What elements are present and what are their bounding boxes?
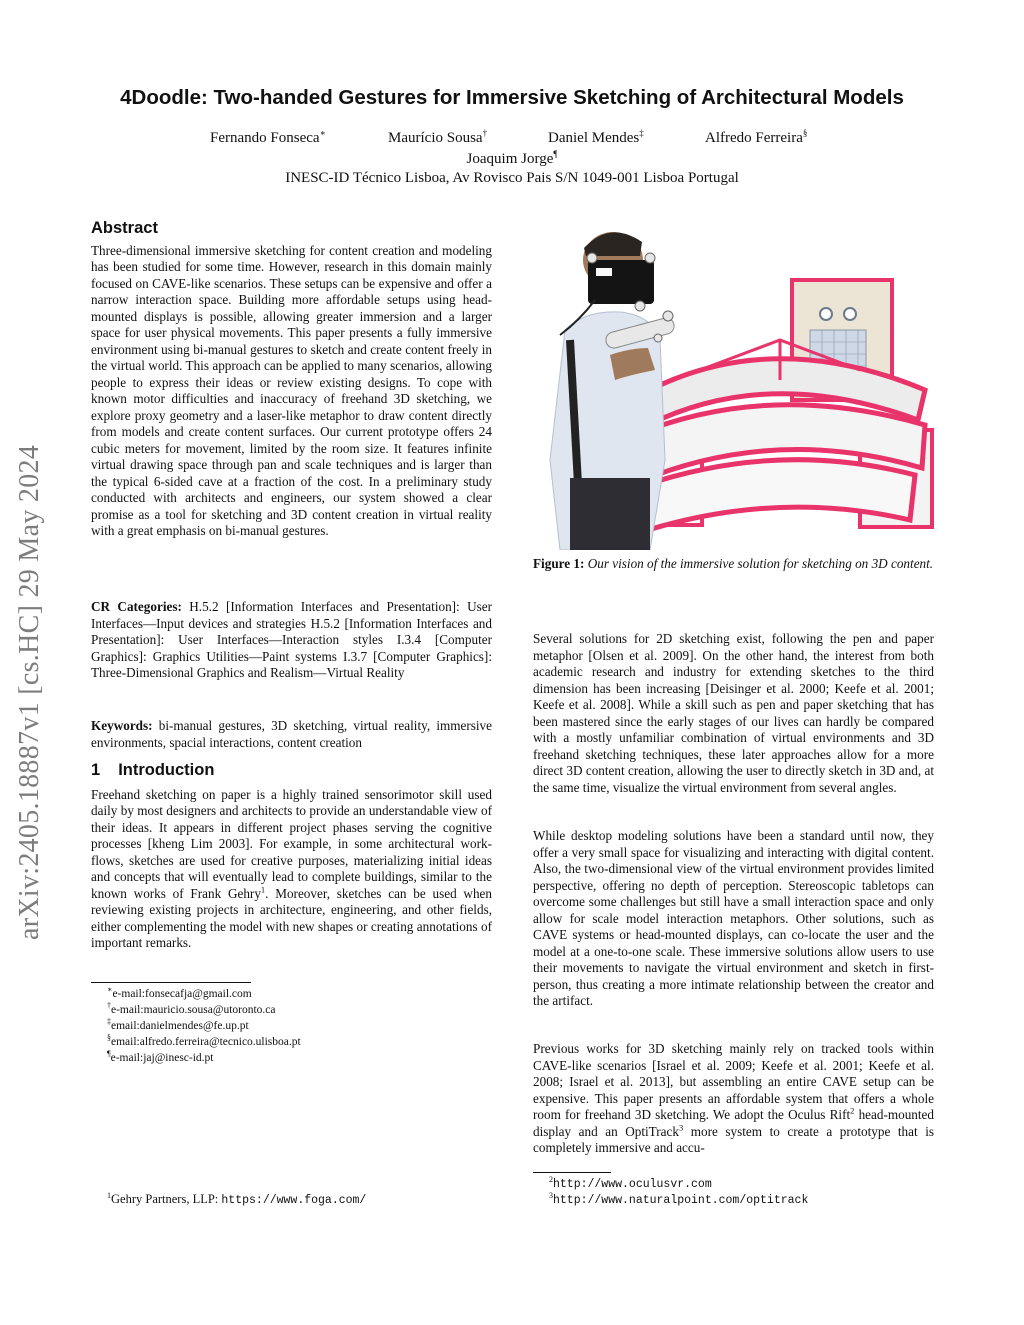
- figure-1-caption: Figure 1: Our vision of the immersive solution for sketching on 3D content.: [533, 556, 934, 571]
- introduction-heading: 1 Introduction: [91, 761, 215, 779]
- footnote-email-1: ∗e-mail:fonsecafja@gmail.com: [107, 985, 252, 1000]
- keywords: [91, 718, 492, 751]
- footnote-gehry-link[interactable]: https://www.foga.com/: [221, 1194, 367, 1207]
- tower-porthole-left: [820, 308, 832, 320]
- figure-1-image: [530, 220, 940, 550]
- keywords-text: bi-manual gestures, 3D sketching, virtual reality, immersive environments, spacial interactions, content creation: [91, 718, 492, 750]
- keywords-label: Keywords:: [91, 718, 153, 733]
- author-5: Joaquim Jorge¶: [466, 149, 558, 167]
- cr-categories: [91, 599, 492, 682]
- intro-paragraph-2d-sketching: Several solutions for 2D sketching exist, following the pen and paper metaphor [Olsen et al. 2009]. On the other hand, the interest from both academic research and industry for extending sketches to the third dimension has been increasing [Deisinger et al. 2000; Keefe et al. 2001; Keefe et al. 2008]. While a skill such as pen and paper sketching that has been mastered since the early stages of our lives can hardly be compared with a mostly unfamiliar combination of virtual environments and 3D freehand sketching techniques, these later approaches allow for a more direct 3D content creation, allowing the user to directly sketch in 3D and, at the same time, visualize the virtual environment from several angles.: [533, 631, 934, 795]
- footnote-email-2: †e-mail:mauricio.sousa@utoronto.ca: [107, 1001, 276, 1016]
- tower-porthole-right: [844, 308, 856, 320]
- introduction-section: [91, 762, 492, 952]
- footnote-email-4: §email:alfredo.ferreira@tecnico.ulisboa.pt: [107, 1033, 301, 1048]
- footnote-oculus: $^2$http://www.oculusvr.com: [549, 1175, 712, 1191]
- footnote-divider-right: [533, 1172, 611, 1173]
- footnote-optitrack: $^3$http://www.naturalpoint.com/optitrack: [549, 1191, 809, 1207]
- hmd-headset-icon: [588, 260, 654, 304]
- cr-categories-label: CR Categories:: [91, 599, 182, 614]
- arxiv-stamp: arXiv:2405.18887v1 [cs.HC] 29 May 2024: [14, 444, 45, 940]
- footnote-gehry: $^1$Gehry Partners, LLP: https://www.foga.com/: [107, 1190, 367, 1207]
- author-3: Daniel Mendes‡: [548, 128, 644, 146]
- paper-title: 4Doodle: Two-handed Gestures for Immersive Sketching of Architectural Models: [120, 86, 904, 109]
- footnote-optitrack-link[interactable]: http://www.naturalpoint.com/optitrack: [553, 1194, 809, 1207]
- intro-paragraph-desktop-modeling: While desktop modeling solutions have been a standard until now, they offer a very small space for visualizing and interacting with digital content. Also, the two-dimensional view of the virtual environment provides limited perspective, offering no depth of perception. Stereoscopic tabletops can overcome some challenges but still have a small interaction space and only allow for scale model interaction metaphors. Other solutions, such as CAVE systems or head-mounted displays, can co-locate the user and the model at a one-to-one scale. These immersive solutions allow users to use their movements to navigate the virtual environment and sketch in first-person, thus creating a more intimate relationship between the creator and the artifact.: [533, 828, 934, 1008]
- author-2: Maurício Sousa†: [388, 128, 488, 146]
- author-1: Fernando Fonseca∗: [210, 128, 326, 146]
- abstract-section: [91, 220, 492, 540]
- person-trousers: [570, 478, 650, 550]
- footnote-email-5: ¶e-mail:jaj@inesc-id.pt: [107, 1049, 214, 1064]
- hmd-label: [596, 268, 612, 276]
- footnote-oculus-link[interactable]: http://www.oculusvr.com: [553, 1178, 712, 1191]
- abstract-text: Three-dimensional immersive sketching for content creation and modeling has been studied for some time. However, research in this domain mainly focused on CAVE-like scenarios. These setups can be expensive and offer a narrow interaction space. Building more affordable setups using head-mounted displays is possible, allowing greater immersion and a larger space for user physical movements. This paper presents a fully immersive environment using bi-manual gestures to sketch and create content freely in the virtual world. This approach can be applied to many scenarios, allowing people to express their ideas or review existing designs. To cope with known motor difficulties and inaccuracy of freehand 3D sketching, we explore proxy geometry and a laser-like metaphor to draw content directly from models and create content surfaces. Our current prototype offers 24 cubic meters for movement, limited by the room size. It features infinite virtual drawing space through pan and scale techniques and is larger than the typical 6-sided cave at a fraction of the cost. In a preliminary study conducted with architects and engineers, our system showed a clear promise as a tool for sketching and 3D content creation in virtual reality with a great emphasis on bi-manual gestures.: [91, 242, 492, 538]
- person-hair: [584, 232, 642, 256]
- cr-categories-text: H.5.2 [Information Interfaces and Presentation]: User Interfaces—Input devices and strategies H.5.2 [Information Interfaces and Presentation]: User Interfaces—Interaction styles I.3.4 [Computer Graphics]: Graphics Utilities—Paint systems I.3.7 [Computer Graphics]: Three-Dimensional Graphics and Realism—Virtual Reality: [91, 599, 493, 680]
- author-4: Alfredo Ferreira§: [705, 128, 808, 146]
- introduction-text: Freehand sketching on paper is a highly trained sensorimotor skill used daily by most designers and architects to provide an understandable view of their ideas. It appears in different project phases serving the cognitive processes [kheng Lim 2003]. For example, in some architectural work-flows, sketches are used for creative purposes, materializing initial ideas and concepts that will eventually lead to complete buildings, similar to the known works of Frank Gehry$^1$. Moreover, sketches can be used when reviewing existing projects in architecture, engineering, and other fields, either complementing the model with new shapes or creating annotations of important remarks.: [91, 786, 492, 950]
- abstract-heading: Abstract: [91, 219, 158, 237]
- footnote-divider: [91, 982, 251, 983]
- intro-paragraph-previous-works: Previous works for 3D sketching mainly rely on tracked tools within CAVE-like scenarios [Israel et al. 2009; Keefe et al. 2001; Keefe et al. 2008; Israel et al. 2013], but assembling an entire CAVE setup can be expensive. This paper presents an affordable system that offers a whole room for freehand 3D sketching. We adopt the Oculus Rift$^2$ head-mounted display and an OptiTrack$^3$ more system to create a prototype that is completely immersive and accu-: [533, 1041, 934, 1155]
- affiliation: INESC-ID Técnico Lisboa, Av Rovisco Pais S/N 1049-001 Lisboa Portugal: [285, 170, 739, 186]
- footnote-email-3: ‡email:danielmendes@fe.up.pt: [107, 1017, 249, 1032]
